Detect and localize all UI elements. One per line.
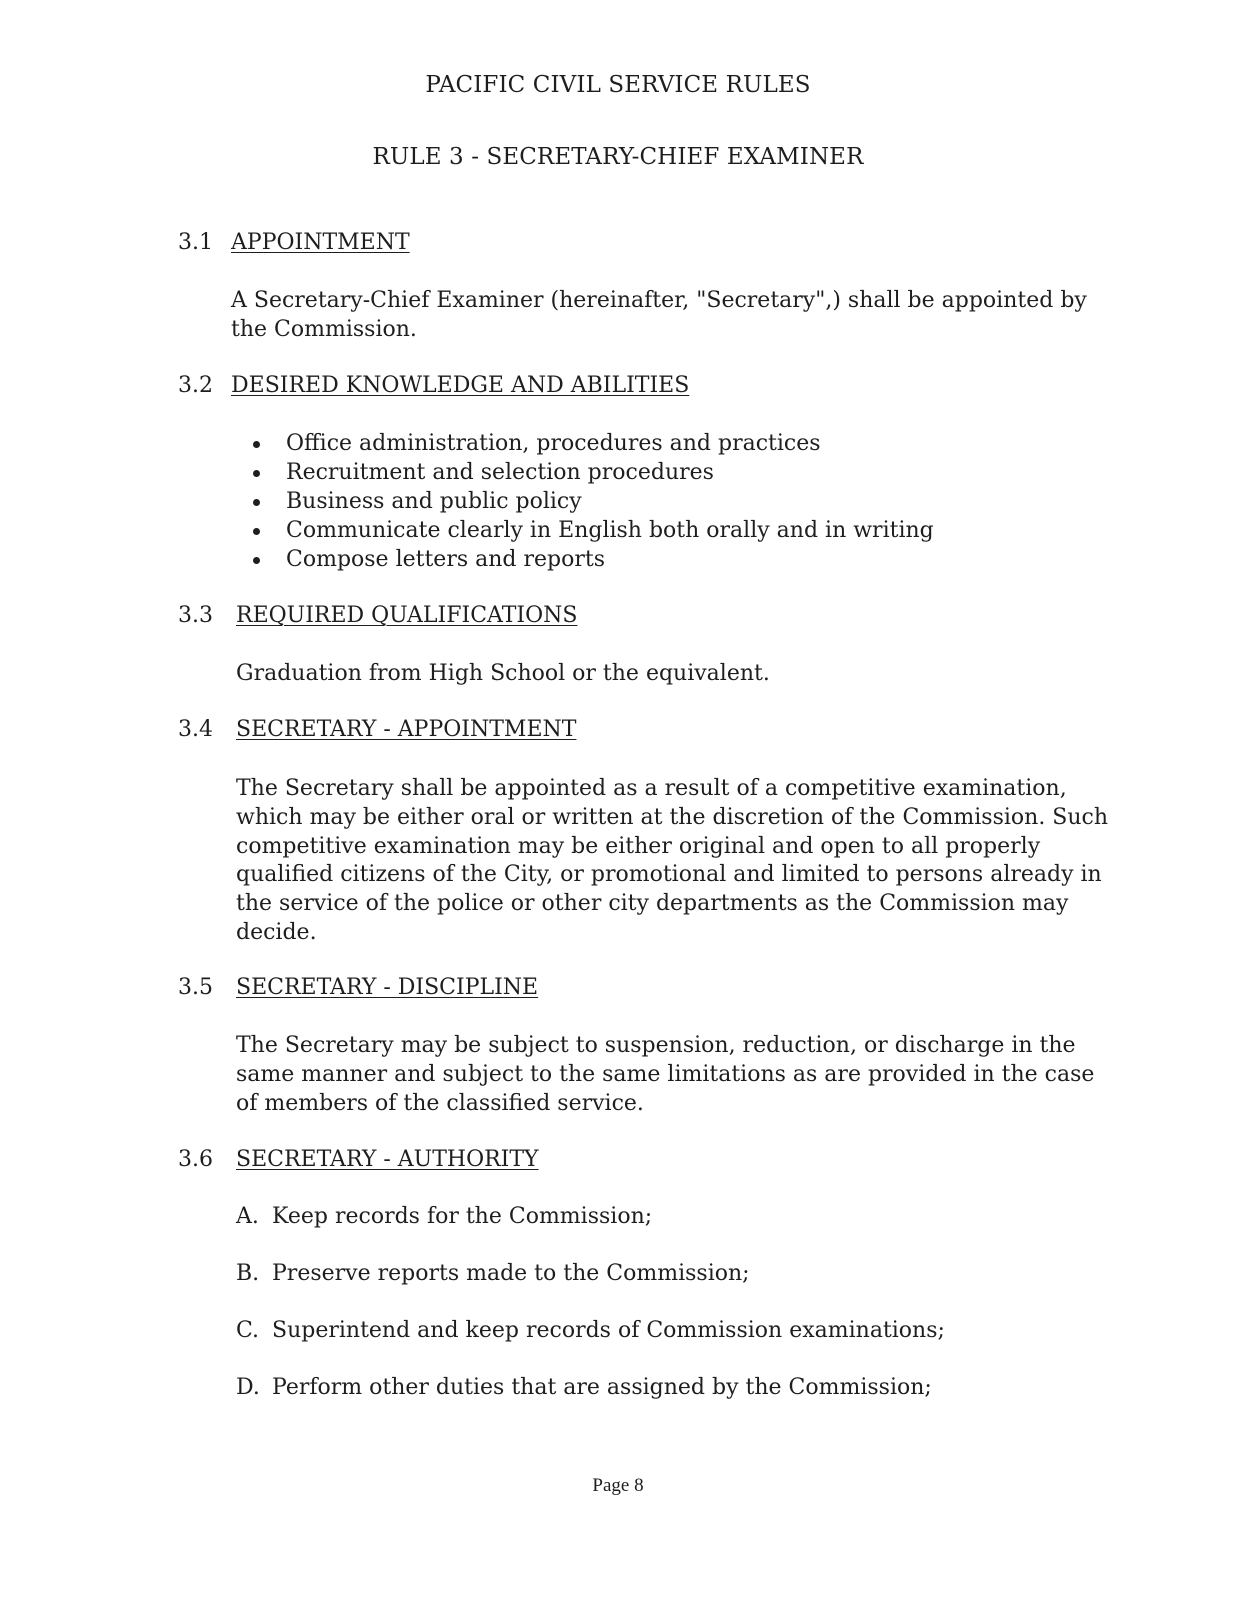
page-number: Page 8: [592, 1475, 644, 1496]
list-item: Office administration, procedures and practices: [250, 429, 934, 458]
section-number: 3.3: [178, 603, 213, 628]
list-item: C. Superintend and keep records of Commission examinations;: [236, 1318, 945, 1343]
knowledge-bullet-list: [250, 429, 934, 574]
bullet-icon: [253, 441, 260, 448]
section-number: 3.2: [178, 373, 213, 398]
section-title-secretary-appointment: SECRETARY - APPOINTMENT: [236, 717, 577, 742]
bullet-icon: [253, 499, 260, 506]
list-item: A. Keep records for the Commission;: [236, 1204, 653, 1229]
section-number: 3.5: [178, 975, 213, 1000]
list-item: Compose letters and reports: [250, 545, 934, 574]
bullet-icon: [253, 557, 260, 564]
section-body-appointment: A Secretary-Chief Examiner (hereinafter, "Secretary",) shall be appointed by the Commission.: [231, 288, 1087, 342]
section-title-secretary-discipline: SECRETARY - DISCIPLINE: [236, 975, 539, 1000]
list-item: Communicate clearly in English both orally and in writing: [250, 516, 934, 545]
section-title-secretary-authority: SECRETARY - AUTHORITY: [236, 1147, 539, 1172]
list-item: Business and public policy: [250, 487, 934, 516]
list-item: D. Perform other duties that are assigned by the Commission;: [236, 1375, 932, 1400]
document-header: PACIFIC CIVIL SERVICE RULES: [425, 72, 811, 98]
list-item: B. Preserve reports made to the Commission;: [236, 1261, 750, 1286]
section-number: 3.1: [178, 230, 213, 255]
section-title-appointment: APPOINTMENT: [231, 230, 410, 255]
rule-title: RULE 3 - SECRETARY-CHIEF EXAMINER: [372, 144, 864, 170]
bullet-icon: [253, 470, 260, 477]
section-body-secretary-discipline: The Secretary may be subject to suspension, reduction, or discharge in the same manner and subject to the same limitations as are provided in the case of members of the classified service.: [236, 1033, 1095, 1116]
section-body-secretary-appointment: The Secretary shall be appointed as a result of a competitive examination, which may be either oral or written at the discretion of the Commission. Such competitive examination may be either original and open to all properly qualified citizens of the City, or promotional and limited to persons already in the service of the police or other city departments as the Commission may decide.: [236, 776, 1109, 945]
section-number: 3.6: [178, 1147, 213, 1172]
section-title-required-qualifications: REQUIRED QUALIFICATIONS: [236, 603, 578, 628]
bullet-icon: [253, 528, 260, 535]
section-title-desired-knowledge: DESIRED KNOWLEDGE AND ABILITIES: [231, 373, 690, 398]
list-item: Recruitment and selection procedures: [250, 458, 934, 487]
section-body-required-qualifications: Graduation from High School or the equivalent.: [236, 661, 770, 686]
section-number: 3.4: [178, 717, 213, 742]
